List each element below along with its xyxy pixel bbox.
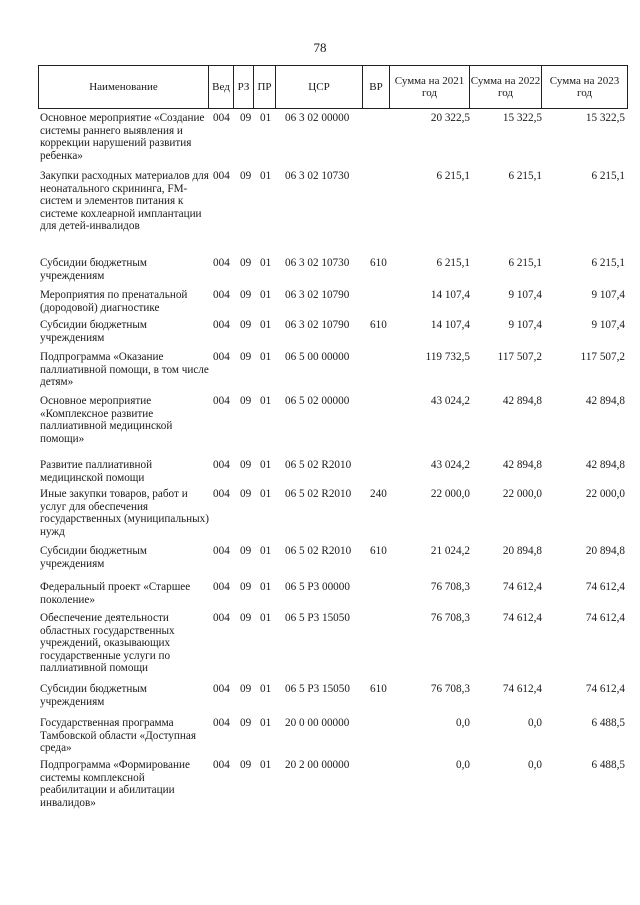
- cell-s2021: 20 322,5: [430, 112, 470, 124]
- cell-s2023: 20 894,8: [585, 545, 625, 557]
- table-header: [38, 65, 628, 109]
- cell-ved: 004: [213, 459, 230, 471]
- cell-ved: 004: [213, 170, 230, 182]
- cell-s2023: 22 000,0: [585, 488, 625, 500]
- cell-s2022: 22 000,0: [502, 488, 542, 500]
- cell-s2021: 43 024,2: [430, 395, 470, 407]
- cell-ved: 004: [213, 289, 230, 301]
- cell-vr: 610: [370, 319, 387, 331]
- cell-csr: 06 5 00 00000: [285, 351, 350, 363]
- cell-rz: 09: [240, 112, 252, 124]
- header-ved: Вед: [209, 66, 234, 108]
- cell-name: Мероприятия по пренатальной (дородовой) диагностике: [40, 289, 188, 314]
- cell-s2022: 0,0: [528, 759, 542, 771]
- cell-s2021: 76 708,3: [430, 581, 470, 593]
- cell-csr: 20 2 00 00000: [285, 759, 350, 771]
- cell-vr: 610: [370, 683, 387, 695]
- cell-rz: 09: [240, 545, 252, 557]
- cell-vr: 610: [370, 545, 387, 557]
- cell-vr: 610: [370, 257, 387, 269]
- cell-rz: 09: [240, 612, 252, 624]
- cell-rz: 09: [240, 717, 252, 729]
- cell-rz: 09: [240, 759, 252, 771]
- cell-pr: 01: [260, 612, 272, 624]
- cell-name: Субсидии бюджетным учреждениям: [40, 257, 147, 282]
- cell-ved: 004: [213, 717, 230, 729]
- cell-s2023: 9 107,4: [591, 289, 625, 301]
- cell-name: Развитие паллиативной медицинской помощи: [40, 459, 153, 484]
- cell-s2021: 14 107,4: [430, 289, 470, 301]
- cell-s2023: 6 215,1: [591, 257, 625, 269]
- cell-s2022: 42 894,8: [502, 459, 542, 471]
- cell-csr: 06 5 P3 15050: [285, 612, 350, 624]
- cell-s2022: 15 322,5: [502, 112, 542, 124]
- cell-csr: 06 3 02 10790: [285, 289, 350, 301]
- cell-ved: 004: [213, 351, 230, 363]
- cell-pr: 01: [260, 683, 272, 695]
- cell-rz: 09: [240, 319, 252, 331]
- cell-rz: 09: [240, 581, 252, 593]
- cell-ved: 004: [213, 319, 230, 331]
- cell-ved: 004: [213, 581, 230, 593]
- cell-s2021: 76 708,3: [430, 612, 470, 624]
- cell-s2022: 74 612,4: [502, 612, 542, 624]
- header-name: Наименование: [39, 66, 209, 108]
- cell-s2023: 15 322,5: [585, 112, 625, 124]
- cell-rz: 09: [240, 257, 252, 269]
- cell-s2023: 6 215,1: [591, 170, 625, 182]
- cell-name: Государственная программа Тамбовской области «Доступная среда»: [40, 717, 196, 755]
- cell-pr: 01: [260, 289, 272, 301]
- cell-ved: 004: [213, 759, 230, 771]
- cell-s2022: 0,0: [528, 717, 542, 729]
- cell-pr: 01: [260, 112, 272, 124]
- cell-pr: 01: [260, 170, 272, 182]
- cell-s2021: 6 215,1: [436, 170, 470, 182]
- cell-s2023: 42 894,8: [585, 395, 625, 407]
- cell-name: Субсидии бюджетным учреждениям: [40, 683, 147, 708]
- cell-rz: 09: [240, 683, 252, 695]
- header-csr: ЦСР: [276, 66, 363, 108]
- cell-name: Закупки расходных материалов для неонатального скрининга, FM-систем и элементов питания к системе кохлеарной имплантации для детей-инвалидов: [40, 170, 209, 233]
- cell-csr: 06 5 P3 15050: [285, 683, 350, 695]
- header-sum-2023: Сумма на 2023 год: [549, 75, 620, 99]
- cell-ved: 004: [213, 112, 230, 124]
- cell-s2022: 9 107,4: [508, 319, 542, 331]
- cell-rz: 09: [240, 395, 252, 407]
- cell-name: Субсидии бюджетным учреждениям: [40, 545, 147, 570]
- cell-pr: 01: [260, 488, 272, 500]
- cell-s2021: 0,0: [456, 759, 470, 771]
- cell-ved: 004: [213, 488, 230, 500]
- header-sum-2022: Сумма на 2022 год: [470, 66, 542, 108]
- cell-s2021: 119 732,5: [425, 351, 470, 363]
- cell-pr: 01: [260, 459, 272, 471]
- cell-csr: 06 5 02 R2010: [285, 545, 352, 557]
- cell-csr: 06 3 02 10730: [285, 257, 350, 269]
- cell-name: Субсидии бюджетным учреждениям: [40, 319, 147, 344]
- cell-pr: 01: [260, 395, 272, 407]
- cell-ved: 004: [213, 257, 230, 269]
- cell-s2023: 6 488,5: [591, 759, 625, 771]
- cell-csr: 06 5 02 R2010: [285, 459, 352, 471]
- cell-pr: 01: [260, 759, 272, 771]
- cell-s2023: 74 612,4: [585, 612, 625, 624]
- header-pr: ПР: [254, 66, 276, 108]
- cell-rz: 09: [240, 170, 252, 182]
- cell-rz: 09: [240, 351, 252, 363]
- cell-s2021: 43 024,2: [430, 459, 470, 471]
- cell-s2022: 6 215,1: [508, 170, 542, 182]
- cell-pr: 01: [260, 581, 272, 593]
- cell-csr: 06 5 P3 00000: [285, 581, 350, 593]
- cell-s2022: 117 507,2: [497, 351, 542, 363]
- cell-pr: 01: [260, 257, 272, 269]
- cell-s2021: 76 708,3: [430, 683, 470, 695]
- header-rz: РЗ: [234, 66, 254, 108]
- cell-s2023: 74 612,4: [585, 581, 625, 593]
- cell-name: Обеспечение деятельности областных государственных учреждений, оказывающих государственные услуги по паллиативной помощи: [40, 612, 175, 675]
- cell-ved: 004: [213, 545, 230, 557]
- cell-s2021: 14 107,4: [430, 319, 470, 331]
- cell-s2023: 42 894,8: [585, 459, 625, 471]
- cell-name: Федеральный проект «Старшее поколение»: [40, 581, 191, 606]
- cell-rz: 09: [240, 289, 252, 301]
- cell-s2021: 6 215,1: [436, 257, 470, 269]
- cell-csr: 06 5 02 R2010: [285, 488, 352, 500]
- cell-s2022: 9 107,4: [508, 289, 542, 301]
- cell-csr: 06 3 02 10730: [285, 170, 350, 182]
- cell-name: Подпрограмма «Оказание паллиативной помощи, в том числе детям»: [40, 351, 209, 389]
- cell-csr: 06 5 02 00000: [285, 395, 350, 407]
- cell-s2022: 20 894,8: [502, 545, 542, 557]
- cell-rz: 09: [240, 488, 252, 500]
- cell-s2022: 42 894,8: [502, 395, 542, 407]
- cell-name: Подпрограмма «Формирование системы комплексной реабилитации и абилитации инвалидов»: [40, 759, 190, 809]
- page-number: 78: [313, 40, 327, 55]
- cell-pr: 01: [260, 319, 272, 331]
- cell-pr: 01: [260, 351, 272, 363]
- cell-s2022: 74 612,4: [502, 581, 542, 593]
- cell-rz: 09: [240, 459, 252, 471]
- cell-csr: 06 3 02 00000: [285, 112, 350, 124]
- cell-s2022: 74 612,4: [502, 683, 542, 695]
- cell-s2023: 6 488,5: [591, 717, 625, 729]
- cell-ved: 004: [213, 612, 230, 624]
- cell-vr: 240: [370, 488, 387, 500]
- cell-s2023: 9 107,4: [591, 319, 625, 331]
- cell-s2021: 0,0: [456, 717, 470, 729]
- cell-pr: 01: [260, 545, 272, 557]
- cell-csr: 06 3 02 10790: [285, 319, 350, 331]
- cell-ved: 004: [213, 683, 230, 695]
- header-sum-2021: Сумма на 2021 год: [390, 66, 470, 108]
- cell-s2023: 117 507,2: [580, 351, 625, 363]
- header-vr: ВР: [363, 66, 390, 108]
- cell-s2022: 6 215,1: [508, 257, 542, 269]
- cell-name: Основное мероприятие «Комплексное развитие паллиативной медицинской помощи»: [40, 395, 173, 445]
- cell-s2021: 21 024,2: [430, 545, 470, 557]
- cell-ved: 004: [213, 395, 230, 407]
- cell-name: Основное мероприятие «Создание системы раннего выявления и коррекции нарушений развития ребенка»: [40, 112, 205, 162]
- cell-name: Иные закупки товаров, работ и услуг для обеспечения государственных (муниципальных) нужд: [40, 488, 209, 538]
- cell-csr: 20 0 00 00000: [285, 717, 350, 729]
- cell-pr: 01: [260, 717, 272, 729]
- cell-s2021: 22 000,0: [430, 488, 470, 500]
- cell-s2023: 74 612,4: [585, 683, 625, 695]
